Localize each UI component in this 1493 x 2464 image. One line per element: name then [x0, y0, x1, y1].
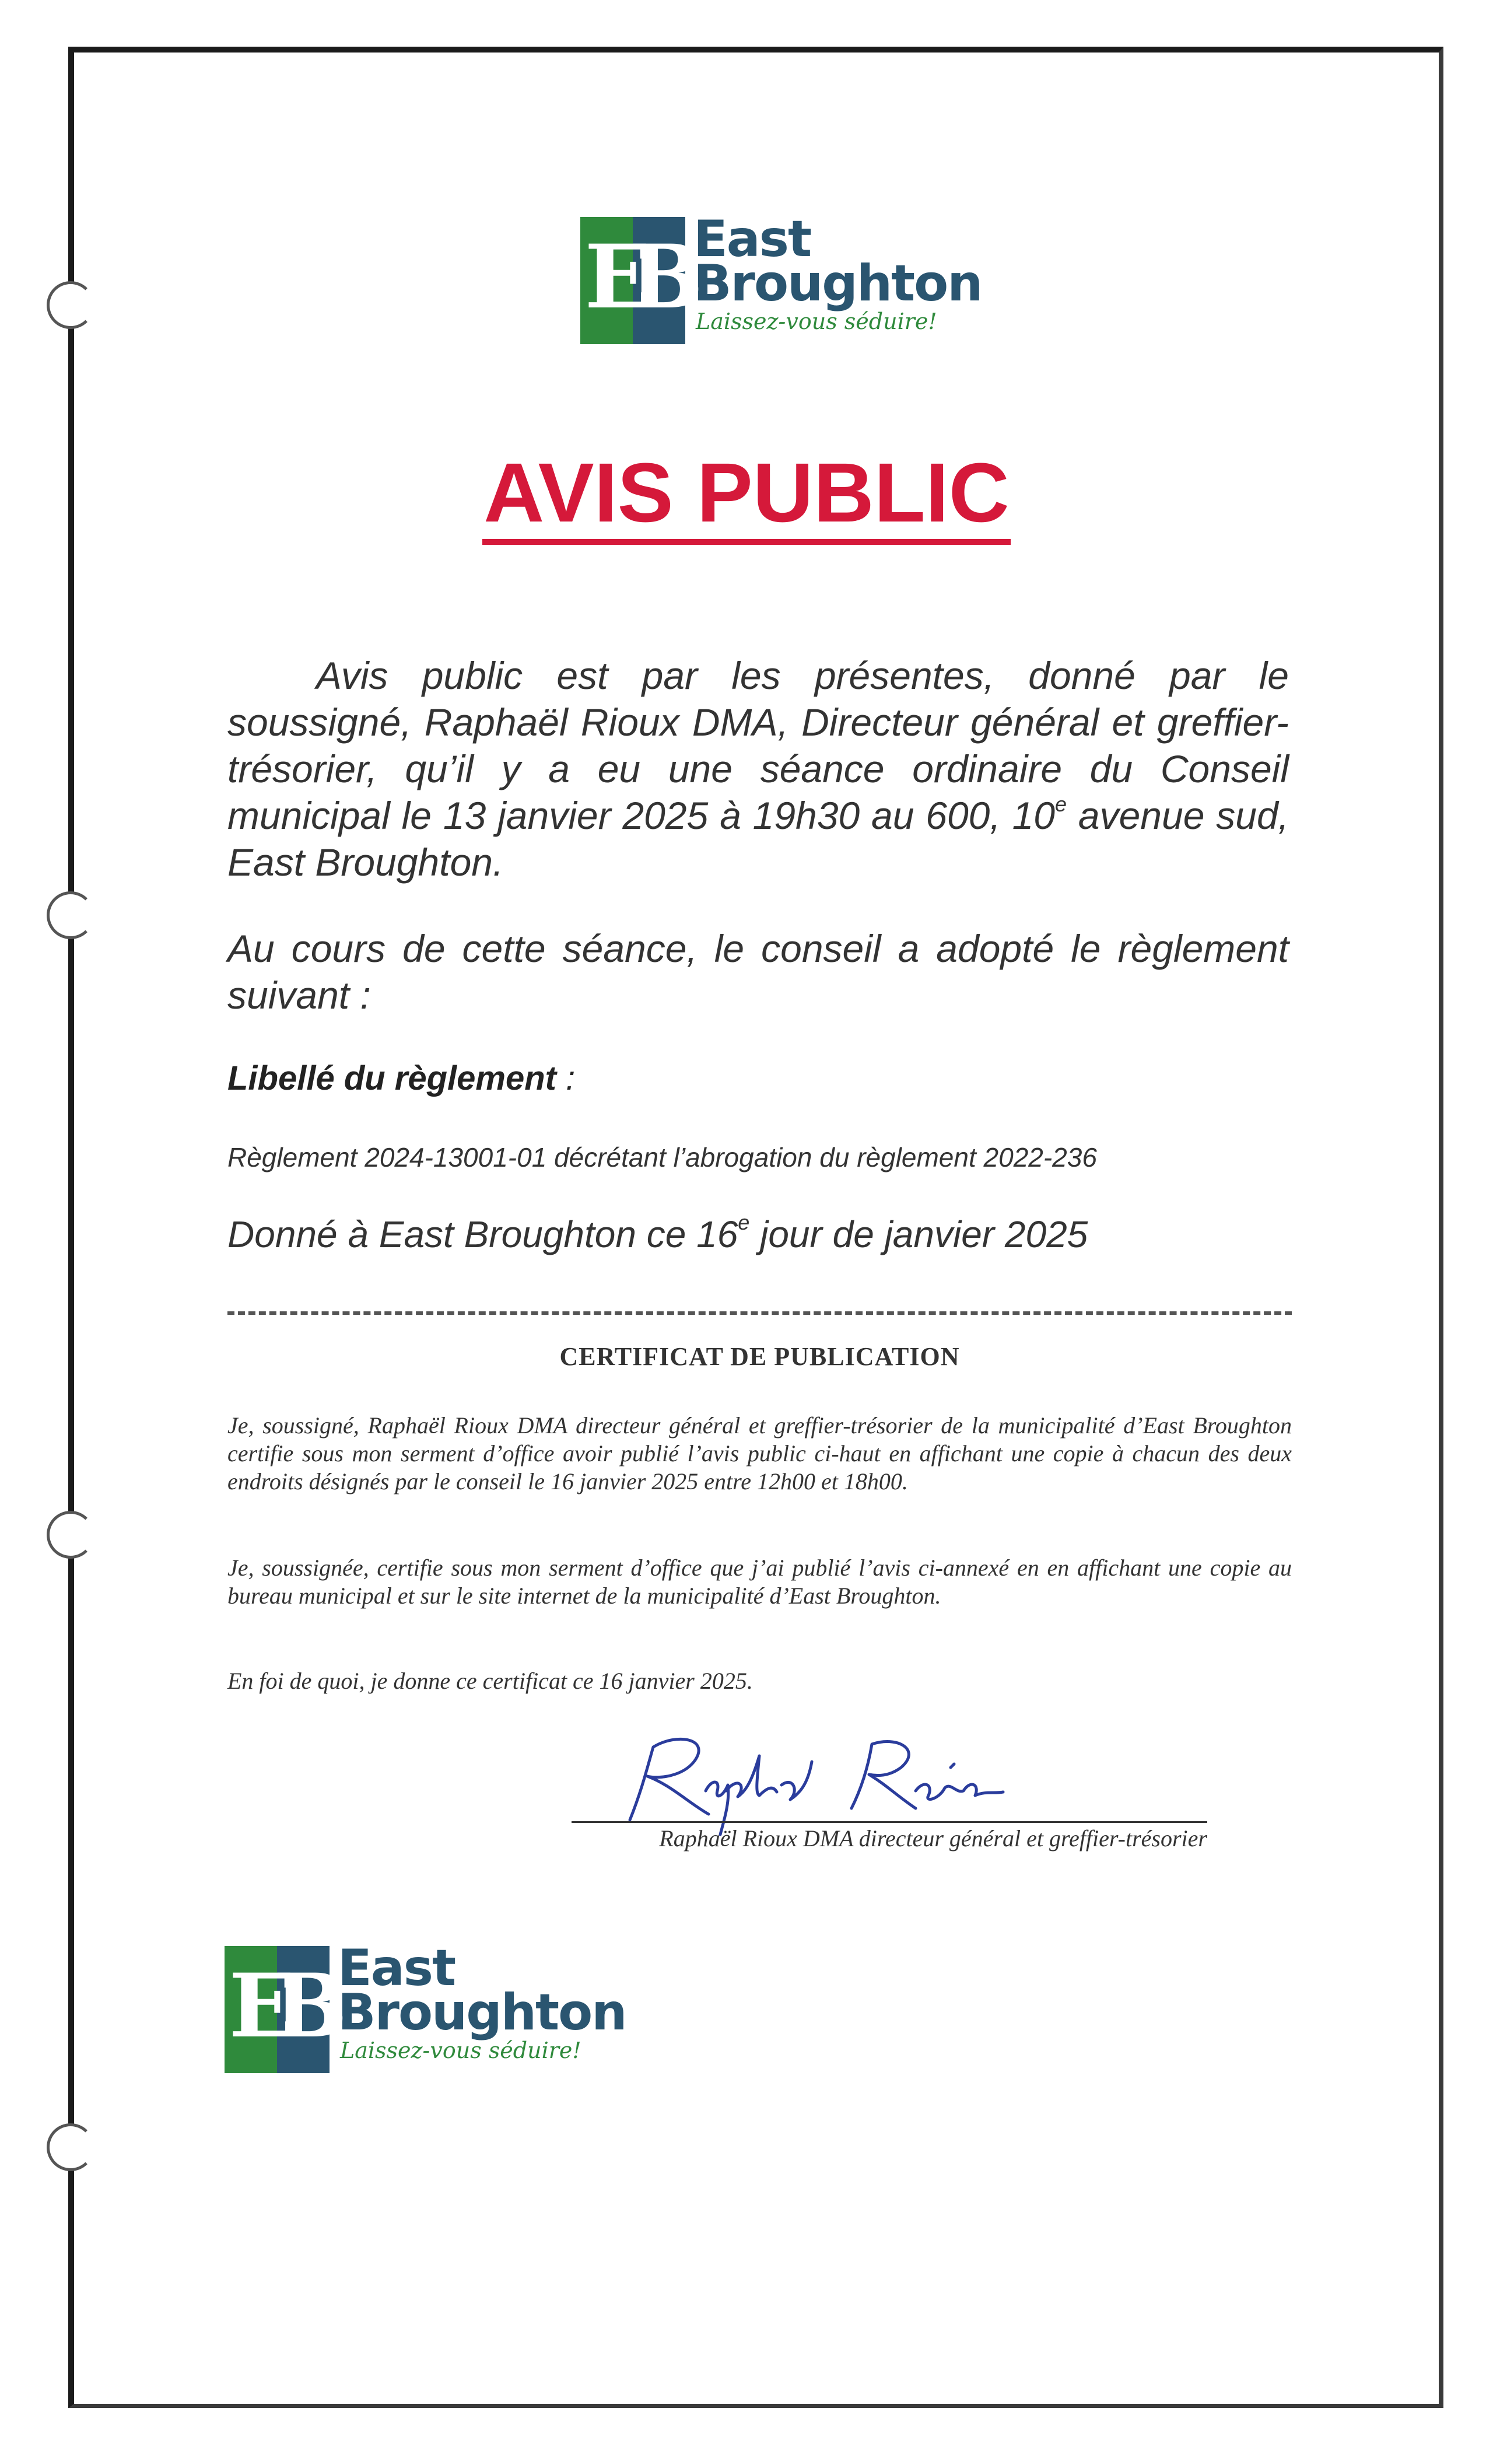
- top-logo: [580, 210, 982, 344]
- signature-line: [572, 1821, 1207, 1823]
- certificate-paragraph-1: Je, soussigné, Raphaël Rioux DMA directeur général et greffier-trésorier de la municipalité d’East Broughton certifie sous mon serment d’office avoir publié l’avis public ci-haut en affichant une copie à chacun des deux endroits désignés par le conseil le 16 janvier 2025 entre 12h00 et 18h00.: [227, 1412, 1292, 1494]
- logo-word-east: East: [338, 1939, 455, 1997]
- binder-hole: [47, 281, 94, 329]
- bottom-logo: [225, 1939, 626, 2073]
- intro-paragraph: Avis public est par les présentes, donné par le soussigné, Raphaël Rioux DMA, Directeur général et greffier- trésorier, qu’il y a eu une séance ordinaire du Conseil municipal le 13 janvier 2025 à 19h30 au 600, 10e avenue sud, East Broughton.: [227, 654, 1289, 884]
- logo-tagline: Laissez-vous séduire!: [340, 2038, 581, 2063]
- libelle-heading: Libellé du règlement :: [227, 1059, 576, 1097]
- logo-tagline: Laissez-vous séduire!: [696, 309, 937, 334]
- adoption-paragraph: Au cours de cette séance, le conseil a adopté le règlement suivant :: [227, 927, 1289, 1017]
- binder-hole: [47, 891, 94, 939]
- logo-monogram: EB: [580, 217, 685, 344]
- given-date: Donné à East Broughton ce 16e jour de janvier 2025: [227, 1210, 1088, 1255]
- logo-word-broughton: Broughton: [693, 254, 982, 313]
- reglement-title: Règlement 2024-13001-01 décrétant l’abrogation du règlement 2022-236: [227, 1142, 1097, 1172]
- handwritten-signature: [607, 1721, 1050, 1838]
- logo-word-broughton: Broughton: [338, 1983, 626, 2042]
- certificate-title: CERTIFICAT DE PUBLICATION: [559, 1342, 960, 1371]
- certificate-paragraph-3: En foi de quoi, je donne ce certificat ce 16 janvier 2025.: [227, 1668, 753, 1694]
- binder-hole: [47, 2123, 94, 2171]
- binder-hole: [47, 1511, 94, 1559]
- signer-caption: Raphaël Rioux DMA directeur général et greffier-trésorier: [659, 1825, 1207, 1852]
- logo-monogram: EB: [225, 1946, 330, 2073]
- logo-word-east: East: [693, 210, 811, 268]
- page-title: AVIS PUBLIC: [0, 449, 1493, 545]
- certificate-paragraph-2: Je, soussignée, certifie sous mon serment d’office que j’ai publié l’avis ci-annexé en en affichant une copie au bureau municipal et sur le site internet de la municipalité d’East Broughton.: [227, 1555, 1292, 1609]
- dashed-divider: [227, 1311, 1292, 1315]
